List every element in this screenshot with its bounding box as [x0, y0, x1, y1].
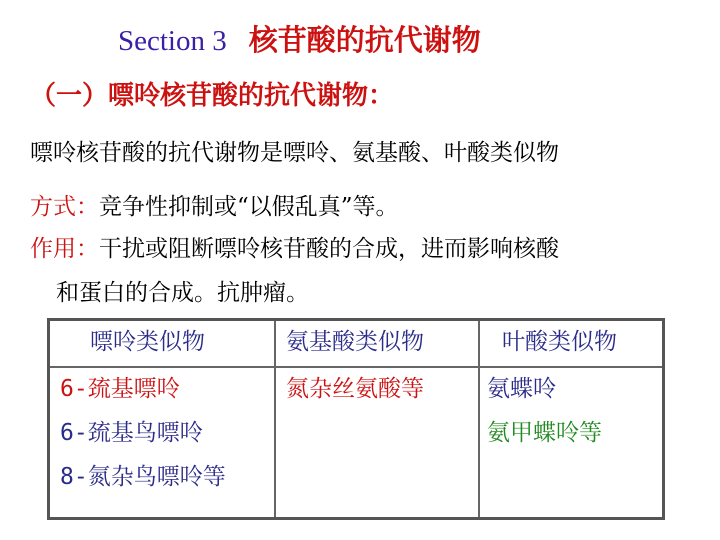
purine-analog-2: 6-巯基鸟嘌呤 — [60, 420, 203, 446]
section-title: 核苷酸的抗代谢物 — [248, 23, 481, 57]
table-divider — [274, 321, 276, 517]
page-title — [118, 20, 481, 61]
antimetabolite-table — [47, 318, 665, 520]
folate-analog-1: 氨蝶呤 — [487, 376, 556, 402]
purine-analog-3: 8-氮杂鸟嘌呤等 — [60, 464, 226, 490]
method-text: 竞争性抑制或“以假乱真”等。 — [99, 194, 399, 220]
method-label: 方式： — [30, 194, 99, 220]
header-folate-analogs: 叶酸类似物 — [502, 329, 617, 355]
purine-analog-1: 6-巯基嘌呤 — [60, 376, 180, 402]
body-line-1: 嘌呤核苷酸的抗代谢物是嘌呤、氨基酸、叶酸类似物 — [30, 140, 559, 166]
effect-label: 作用： — [30, 236, 99, 262]
folate-analog-2: 氨甲蝶呤等 — [487, 420, 602, 446]
effect-line — [30, 232, 559, 266]
header-purine-analogs: 嘌呤类似物 — [90, 329, 205, 355]
effect-line-2: 和蛋白的合成。抗肿瘤。 — [56, 280, 309, 306]
method-line — [30, 190, 399, 224]
section-label: Section 3 — [118, 25, 227, 57]
table-divider — [478, 321, 480, 517]
header-amino-acid-analogs: 氨基酸类似物 — [286, 329, 424, 355]
amino-acid-analog-1: 氮杂丝氨酸等 — [286, 376, 424, 402]
subheading: （一）嘌呤核苷酸的抗代谢物： — [30, 81, 395, 111]
effect-text-1: 干扰或阻断嘌呤核苷酸的合成，进而影响核酸 — [99, 236, 559, 262]
table-header-divider — [50, 366, 662, 368]
